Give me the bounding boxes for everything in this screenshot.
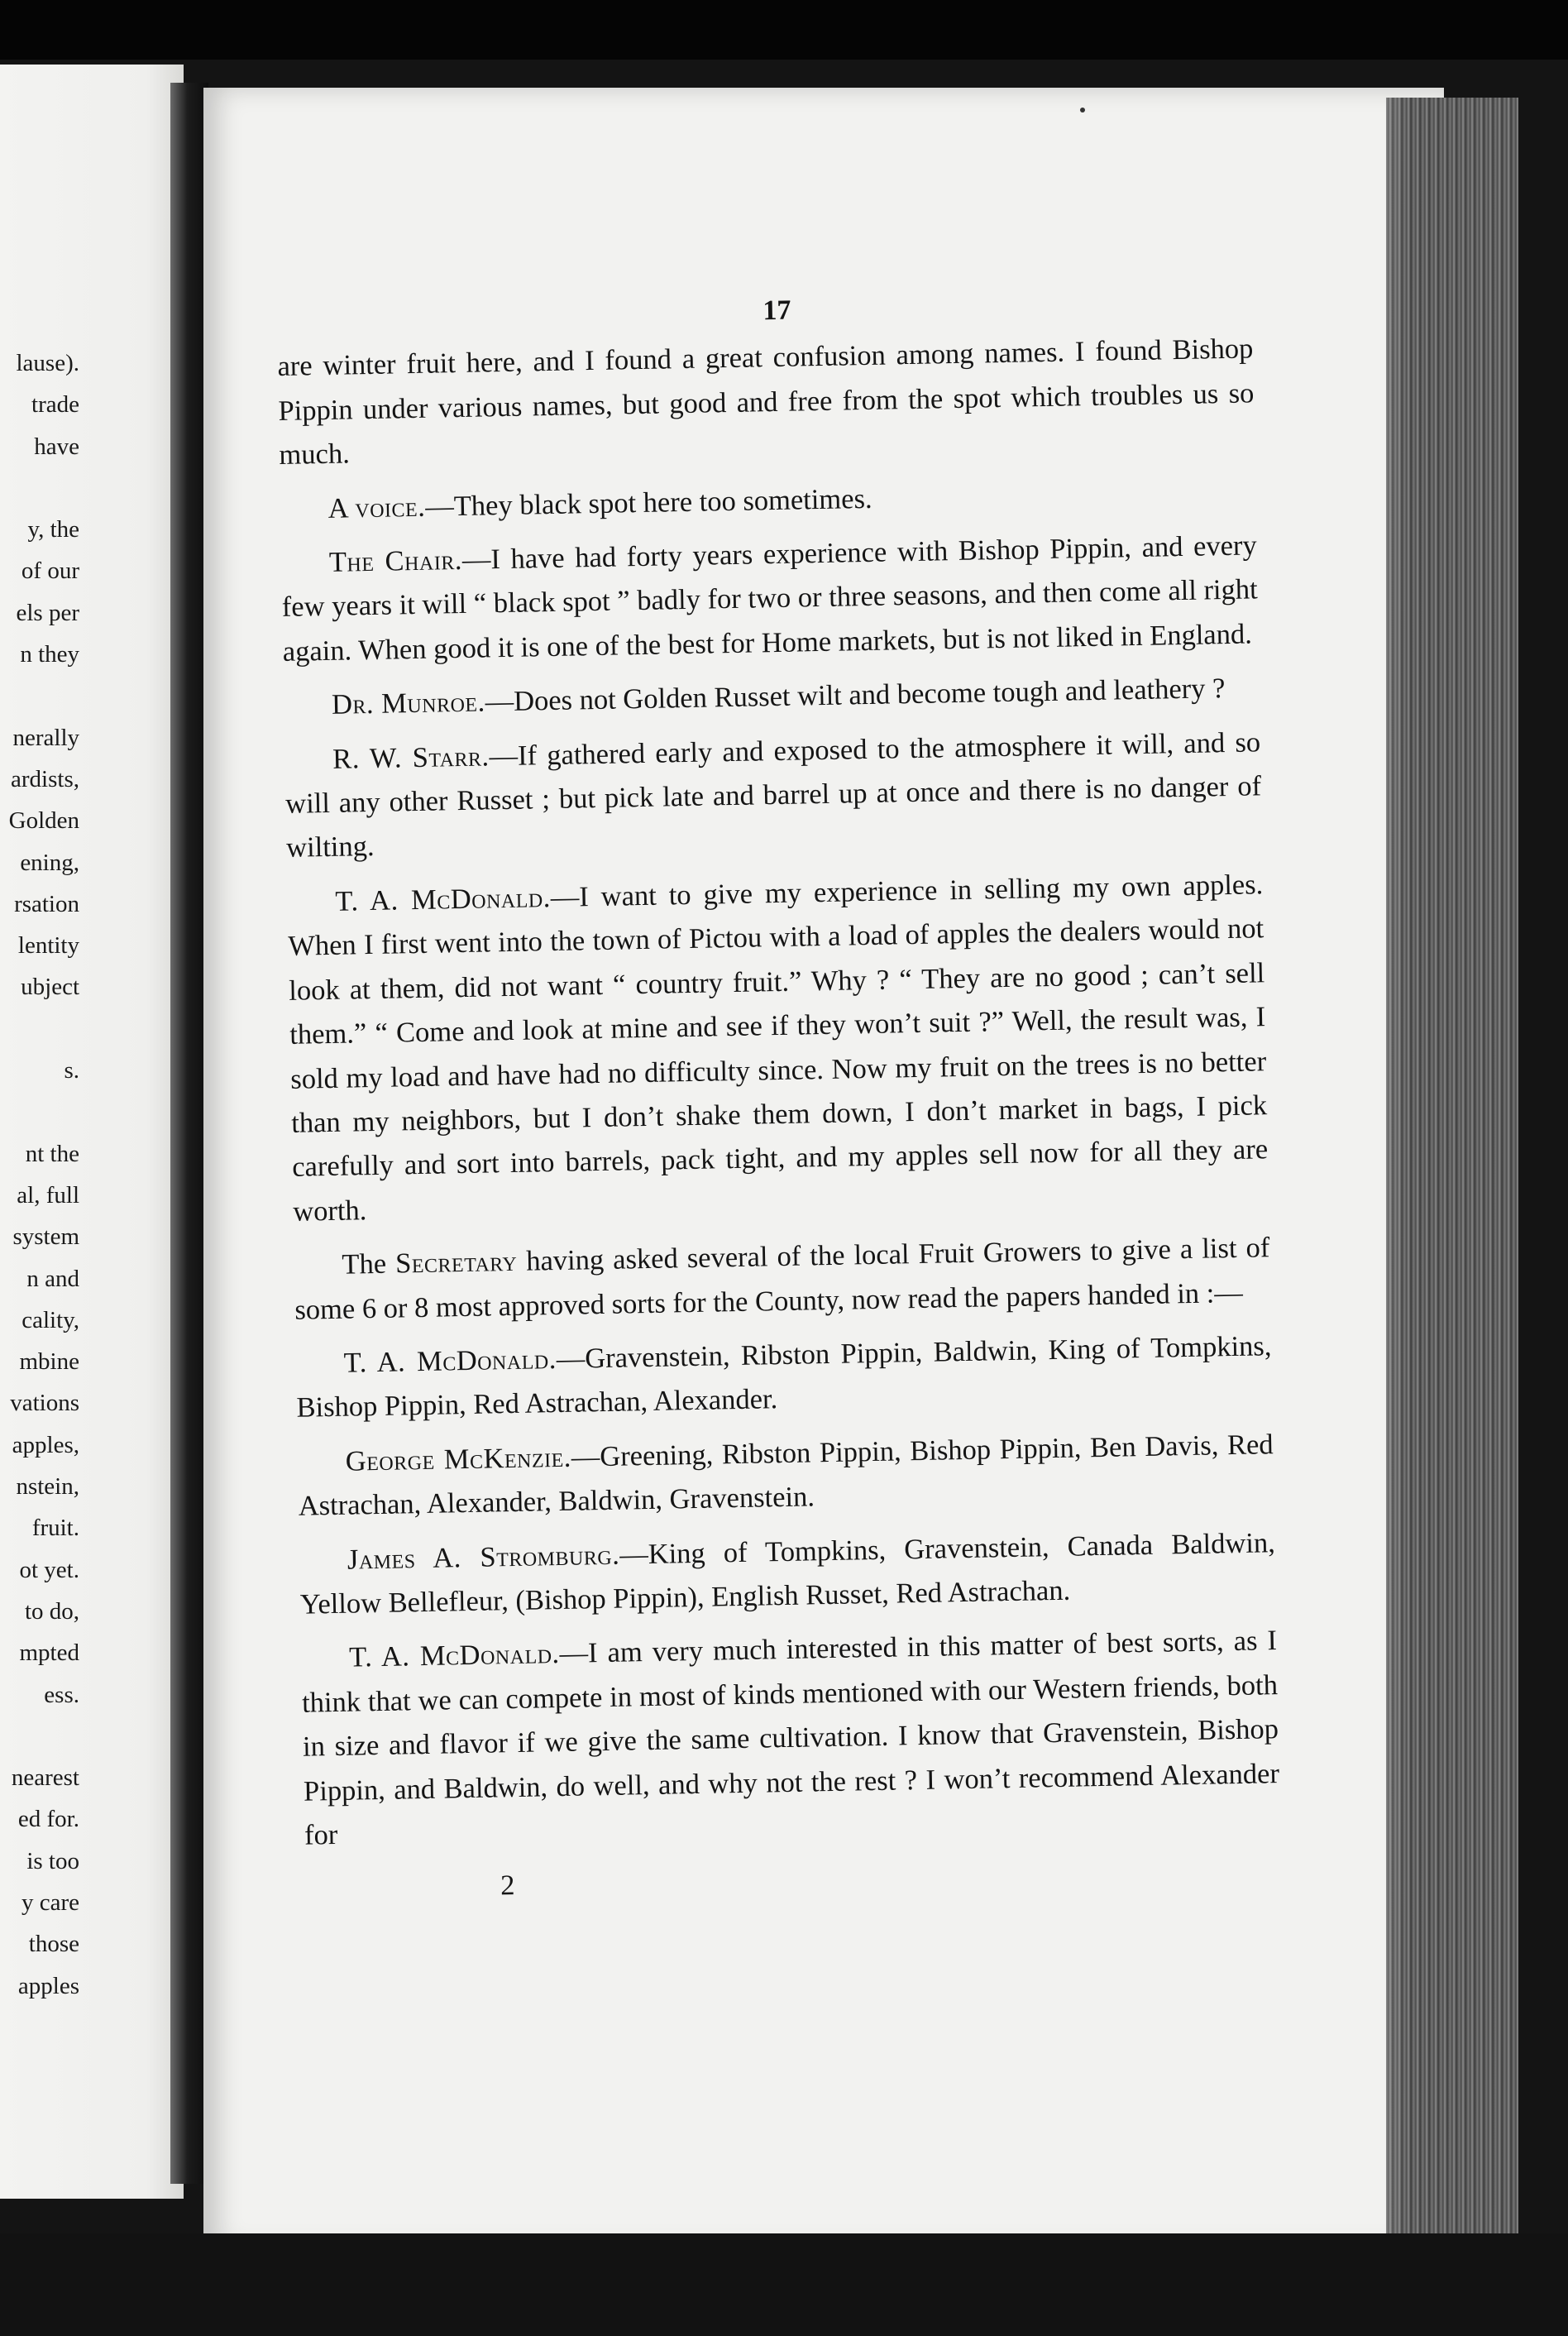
speaker-name: R. W. Starr. [332,740,490,775]
paragraph [284,720,1263,871]
paragraph-text: —Gravenstein, Ribston Pippin, Baldwin, King of Tompkins, Bishop Pippin, Red Astrachan, Alexander. [296,1330,1272,1424]
left-page-line-fragment: trade [31,391,79,419]
left-page-line-fragment: vations [10,1390,79,1417]
left-page-line-fragment [0,1716,79,1757]
speaker-name: Secretary [394,1245,518,1280]
left-page-line-fragment: ed for. [17,1806,79,1833]
left-page-line-fragment: nstein, [16,1473,79,1501]
left-page-line-fragment: y care [21,1888,79,1916]
left-page-line-fragment: ardists, [11,765,79,792]
speaker-name: James A. Stromburg. [347,1539,620,1576]
left-page-line-fragment: is too [26,1847,79,1874]
signature-mark: 2 [500,1869,515,1902]
page-edges-shade [1386,98,1408,2248]
paragraph [294,1226,1271,1332]
speaker-name: T. A. McDonald. [348,1638,560,1674]
left-page-line-fragment [0,467,79,509]
page-speck [1080,108,1085,112]
left-page-line-fragment [0,1091,79,1132]
left-page-line-fragment: lentity [17,932,79,960]
paragraph-text: —I have had forty years experience with Bishop Pippin, and every few years it will “ black spot ” badly for two or three seasons, and then come all right again. When good it is one of the best for Home markets, but is not liked in England. [281,529,1259,668]
left-page-line-fragment: y, the [27,516,79,543]
paragraph-lead: The [342,1247,396,1280]
paragraph-text: are winter fruit here, and I found a great confusion among names. I found Bishop Pippin under various names, but good and free from the spot which troubles us so much. [277,333,1255,472]
paragraph-text: —I am very much interested in this matter of best sorts, as I think that we can compete in most of kinds mentioned with our Western friends, both in size and flavor if we give the same cultivation. I know that Gravenstein, Bishop Pippin, and Baldwin, do well, and why not the rest ? I won’t recommend Alexander for [301,1625,1280,1851]
left-page-line-fragment: Golden [8,807,79,835]
page-number: 17 [762,294,791,327]
speaker-name: The Chair. [328,543,463,578]
speaker-name: T. A. McDonald. [335,881,552,917]
paragraph [284,667,1260,729]
paragraph [280,470,1256,532]
paragraph [277,328,1255,478]
paragraph-text: —Greening, Ribston Pippin, Bishop Pippin, Ben Davis, Red Astrachan, Alexander, Baldwin, Gravenstein. [298,1428,1274,1522]
speaker-name: Dr. Munroe. [331,686,485,721]
paragraph [280,524,1259,674]
left-page-line-fragment: have [34,433,79,460]
left-page-line-fragment: nt the [25,1140,79,1167]
paragraph [301,1619,1281,1858]
left-page-line-fragment [0,675,79,716]
paragraph [299,1521,1276,1627]
left-page-line-fragment [0,1008,79,1050]
left-page-line-fragment: fruit. [31,1515,79,1542]
left-page-line-fragment: ess. [44,1681,79,1708]
left-page-line-fragment: of our [21,558,79,585]
left-page-line-fragment: apples, [12,1431,79,1458]
left-page-line-fragment: mpted [19,1640,79,1667]
left-page-line-fragment: nearest [11,1764,79,1792]
left-page-line-fragment: ubject [21,974,79,1001]
paragraph-text: —I want to give my experience in selling my own apples. When I first went into the town of Pictou with a load of apples the dealers would not look at them, did not want “ country fruit.” Why ? “ They are no good ; can’t sell them.” “ Come and look at mine and see if they won’t suit ?” Well, the result was, I sold my load and have had no difficulty since. Now my fruit on the trees is no better than my neighbors, but I don’t shake them down, I don’t market in bags, I pick carefully and sort into barrels, pack tight, and my apples sell now for all they are worth. [288,869,1269,1228]
left-page-line-fragment: system [12,1223,79,1251]
left-page-line-fragment: lause). [16,350,79,376]
paragraph-text: —King of Tompkins, Gravenstein, Canada Baldwin, Yellow Bellefleur, (Bishop Pippin), English Russet, Red Astrachan. [299,1526,1276,1620]
paragraph [297,1423,1274,1529]
paragraph-text: —They black spot here too sometimes. [424,482,872,523]
left-page-line-fragment: those [28,1931,79,1958]
left-page-line-fragment: al, full [17,1181,79,1209]
page-body [276,280,1282,1912]
speaker-name: T. A. McDonald. [343,1343,557,1379]
left-page-line-fragment: els per [16,599,79,626]
scan-top-border [0,0,1568,60]
left-page-line-fragment: n they [20,641,79,668]
paragraph-text: having asked several of the local Fruit Growers to give a list of some 6 or 8 most approved sorts for the County, now read the papers handed in :— [294,1232,1270,1326]
left-page-line-fragment: ot yet. [19,1556,79,1583]
speaker-name: George McKenzie. [345,1441,572,1477]
left-page-line-fragment: apples [17,1972,79,1999]
left-page-line-fragment: s. [64,1057,79,1084]
paragraph-text: —Does not Golden Russet wilt and become tough and leathery ? [485,673,1226,718]
scan-bottom-border [0,2233,1568,2336]
paragraph [287,863,1269,1234]
left-page-line-fragment: to do, [24,1597,79,1625]
left-page-line-fragment: n and [26,1265,79,1292]
left-page-line-fragment: nerally [12,724,79,751]
paragraph-text: —If gathered early and exposed to the atmosphere it will, and so will any other Russet ; but pick late and barrel up at once and there is no danger of wilting. [284,725,1262,864]
left-page-line-fragment: rsation [14,890,79,917]
paragraph [295,1324,1273,1430]
left-page-line-fragment: mbine [19,1348,79,1376]
left-page-text-fragments [0,342,79,2007]
speaker-name: A voice. [327,491,426,524]
left-page-line-fragment: cality, [22,1306,79,1333]
left-page-line-fragment: ening, [20,849,79,876]
